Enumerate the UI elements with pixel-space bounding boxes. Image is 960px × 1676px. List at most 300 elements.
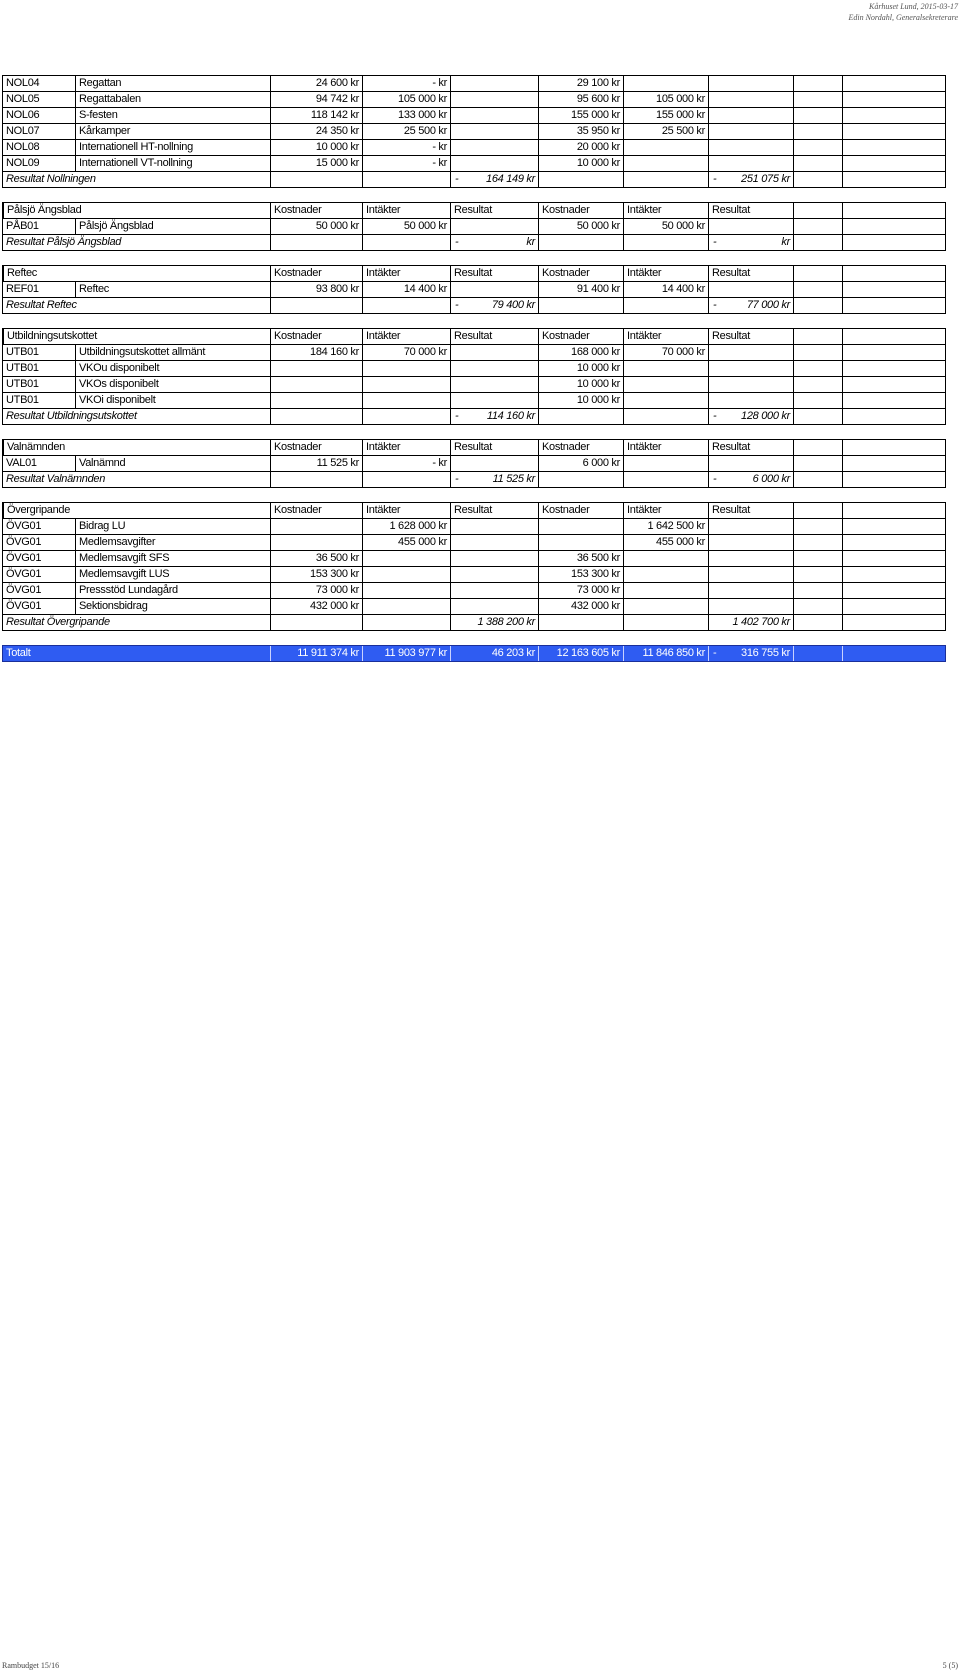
amount-cell: 93 800 kr xyxy=(270,282,362,297)
amount-cell: 24 350 kr xyxy=(270,124,362,139)
blank-cell xyxy=(842,519,947,534)
amount-cell xyxy=(708,92,793,107)
amount-cell: 20 000 kr xyxy=(538,140,623,155)
blank-cell xyxy=(793,456,842,471)
amount-cell: 95 600 kr xyxy=(538,92,623,107)
amount-cell: 14 400 kr xyxy=(623,282,708,297)
amount-cell xyxy=(708,393,793,408)
total-value: - 316 755 kr xyxy=(708,646,793,661)
account-code: NOL07 xyxy=(6,125,40,137)
table-row xyxy=(2,140,946,156)
table-row xyxy=(2,108,946,124)
result-label: Resultat Reftec xyxy=(6,299,77,311)
amount-cell xyxy=(450,377,538,392)
amount-cell xyxy=(450,567,538,582)
account-code: ÖVG01 xyxy=(6,584,42,596)
column-header: Kostnader xyxy=(538,440,623,455)
amount-cell xyxy=(538,535,623,550)
account-code: ÖVG01 xyxy=(6,552,42,564)
amount-cell: 184 160 kr xyxy=(270,345,362,360)
account-code: ÖVG01 xyxy=(6,520,42,532)
blank-cell xyxy=(842,140,947,155)
account-name: Internationell VT-nollning xyxy=(75,156,270,171)
blank-cell xyxy=(793,124,842,139)
column-header: Kostnader xyxy=(270,329,362,344)
blank-cell xyxy=(270,472,362,487)
blank-cell xyxy=(793,472,842,487)
column-header: Kostnader xyxy=(538,329,623,344)
total-value xyxy=(538,646,623,661)
amount-cell: 432 000 kr xyxy=(538,599,623,614)
amount-cell: 10 000 kr xyxy=(538,377,623,392)
amount-cell: 94 742 kr xyxy=(270,92,362,107)
amount-cell xyxy=(450,393,538,408)
amount-cell: 25 500 kr xyxy=(623,124,708,139)
blank-cell xyxy=(793,377,842,392)
table-row xyxy=(2,599,946,615)
blank-cell xyxy=(793,266,842,281)
blank-cell xyxy=(842,646,947,661)
total-value xyxy=(450,646,538,661)
column-header: Kostnader xyxy=(538,503,623,518)
result-label: Resultat Övergripande xyxy=(6,616,110,628)
footer-title: Rambudget 15/16 xyxy=(2,1661,60,1670)
result-value-2: - kr xyxy=(708,235,793,250)
amount-cell: 105 000 kr xyxy=(623,92,708,107)
blank-cell xyxy=(842,503,947,518)
blank-cell xyxy=(793,203,842,218)
amount-cell xyxy=(362,393,450,408)
blank-cell xyxy=(538,172,623,187)
amount-cell: 10 000 kr xyxy=(270,140,362,155)
amount-cell xyxy=(450,76,538,91)
amount-cell: 455 000 kr xyxy=(623,535,708,550)
account-code: NOL08 xyxy=(6,141,40,153)
amount-cell xyxy=(623,551,708,566)
section-title: Pålsjö Ängsblad xyxy=(3,203,270,218)
account-code: PÅB01 xyxy=(6,220,39,232)
result-value-1: - 11 525 kr xyxy=(450,472,538,487)
blank-cell xyxy=(842,235,947,250)
amount-cell: 91 400 kr xyxy=(538,282,623,297)
result-row xyxy=(2,235,946,251)
amount-cell: 118 142 kr xyxy=(270,108,362,123)
cell-value: 128 000 kr xyxy=(741,410,790,422)
section-title: Övergripande xyxy=(3,503,270,518)
column-header: Resultat xyxy=(708,266,793,281)
blank-cell xyxy=(362,172,450,187)
blank-cell xyxy=(842,156,947,171)
table-row xyxy=(2,393,946,409)
account-name: VKOs disponibelt xyxy=(75,377,270,392)
blank-cell xyxy=(362,235,450,250)
section-header-row xyxy=(2,439,946,456)
blank-cell xyxy=(842,361,947,376)
cell-value: kr xyxy=(781,236,790,248)
column-header: Resultat xyxy=(708,329,793,344)
amount-cell: 10 000 kr xyxy=(538,361,623,376)
amount-cell xyxy=(450,456,538,471)
cell-value: kr xyxy=(526,236,535,248)
amount-cell: 105 000 kr xyxy=(362,92,450,107)
account-name: Regattan xyxy=(75,76,270,91)
amount-cell xyxy=(708,76,793,91)
blank-cell xyxy=(270,235,362,250)
blank-cell xyxy=(538,472,623,487)
account-name: Medlemsavgift SFS xyxy=(75,551,270,566)
account-code: VAL01 xyxy=(6,457,37,469)
column-header: Resultat xyxy=(450,503,538,518)
amount-cell xyxy=(708,583,793,598)
blank-cell xyxy=(793,345,842,360)
account-code: UTB01 xyxy=(6,394,39,406)
amount-cell: 70 000 kr xyxy=(362,345,450,360)
blank-cell xyxy=(842,76,947,91)
amount-cell xyxy=(450,156,538,171)
blank-cell xyxy=(538,615,623,630)
amount-cell xyxy=(362,599,450,614)
blank-cell xyxy=(362,298,450,313)
amount-cell: - kr xyxy=(362,140,450,155)
cell-value: 316 755 kr xyxy=(741,647,790,659)
amount-cell: - kr xyxy=(362,456,450,471)
column-header: Kostnader xyxy=(270,203,362,218)
blank-cell xyxy=(793,551,842,566)
amount-cell xyxy=(708,599,793,614)
result-value-1 xyxy=(450,615,538,630)
amount-cell: 73 000 kr xyxy=(538,583,623,598)
header-line-1: Kårhuset Lund, 2015-03-17 xyxy=(869,2,958,11)
column-header: Intäkter xyxy=(362,203,450,218)
blank-cell xyxy=(270,615,362,630)
account-code: ÖVG01 xyxy=(6,536,42,548)
amount-cell: 10 000 kr xyxy=(538,156,623,171)
table-row xyxy=(2,583,946,599)
blank-cell xyxy=(793,440,842,455)
account-code: REF01 xyxy=(6,283,39,295)
amount-cell xyxy=(362,583,450,598)
amount-cell xyxy=(708,219,793,234)
column-header: Resultat xyxy=(708,440,793,455)
total-value xyxy=(270,646,362,661)
amount-cell: 153 300 kr xyxy=(538,567,623,582)
column-header: Kostnader xyxy=(270,266,362,281)
blank-cell xyxy=(538,298,623,313)
blank-cell xyxy=(623,409,708,424)
amount-cell: 15 000 kr xyxy=(270,156,362,171)
blank-cell xyxy=(793,282,842,297)
blank-cell xyxy=(842,203,947,218)
cell-value: 1 402 700 kr xyxy=(732,616,790,628)
account-name: Pressstöd Lundagård xyxy=(75,583,270,598)
table-row xyxy=(2,156,946,172)
blank-cell xyxy=(362,472,450,487)
column-header: Kostnader xyxy=(538,203,623,218)
amount-cell: 70 000 kr xyxy=(623,345,708,360)
blank-cell xyxy=(362,615,450,630)
account-name: VKOi disponibelt xyxy=(75,393,270,408)
amount-cell: 35 950 kr xyxy=(538,124,623,139)
amount-cell: 11 525 kr xyxy=(270,456,362,471)
blank-cell xyxy=(623,615,708,630)
section-title: Reftec xyxy=(3,266,270,281)
amount-cell xyxy=(708,124,793,139)
blank-cell xyxy=(270,172,362,187)
amount-cell xyxy=(708,551,793,566)
cell-value: 11 911 374 kr xyxy=(297,647,359,659)
account-name: Sektionsbidrag xyxy=(75,599,270,614)
blank-cell xyxy=(842,92,947,107)
amount-cell xyxy=(362,377,450,392)
column-header: Intäkter xyxy=(362,329,450,344)
blank-cell xyxy=(842,535,947,550)
blank-cell xyxy=(793,76,842,91)
column-header: Intäkter xyxy=(623,329,708,344)
blank-cell xyxy=(362,409,450,424)
cell-value: 164 149 kr xyxy=(486,173,535,185)
result-value-2: - 6 000 kr xyxy=(708,472,793,487)
blank-cell xyxy=(842,551,947,566)
column-header: Kostnader xyxy=(270,440,362,455)
blank-cell xyxy=(793,646,842,661)
cell-value: 46 203 kr xyxy=(491,647,535,659)
cell-value: 1 388 200 kr xyxy=(477,616,535,628)
amount-cell: 73 000 kr xyxy=(270,583,362,598)
column-header: Intäkter xyxy=(623,203,708,218)
cell-value: 114 160 kr xyxy=(486,410,535,422)
budget-table xyxy=(2,75,946,662)
blank-cell xyxy=(793,219,842,234)
amount-cell xyxy=(623,76,708,91)
column-header: Resultat xyxy=(708,503,793,518)
amount-cell xyxy=(450,282,538,297)
amount-cell: 155 000 kr xyxy=(538,108,623,123)
amount-cell xyxy=(450,535,538,550)
amount-cell: 432 000 kr xyxy=(270,599,362,614)
column-header: Resultat xyxy=(708,203,793,218)
column-header: Intäkter xyxy=(362,503,450,518)
table-row xyxy=(2,282,946,298)
account-code: UTB01 xyxy=(6,346,39,358)
column-header: Intäkter xyxy=(623,440,708,455)
cell-value: 6 000 kr xyxy=(752,473,790,485)
table-row xyxy=(2,124,946,140)
footer-page-number: 5 (5) xyxy=(942,1661,958,1670)
result-value-2: - 251 075 kr xyxy=(708,172,793,187)
blank-cell xyxy=(842,456,947,471)
result-label: Resultat Nollningen xyxy=(6,173,96,185)
table-row xyxy=(2,535,946,551)
blank-cell xyxy=(793,583,842,598)
blank-cell xyxy=(270,298,362,313)
amount-cell: 10 000 kr xyxy=(538,393,623,408)
account-name: Bidrag LU xyxy=(75,519,270,534)
amount-cell xyxy=(450,583,538,598)
account-name: S-festen xyxy=(75,108,270,123)
amount-cell: 29 100 kr xyxy=(538,76,623,91)
amount-cell: - kr xyxy=(362,156,450,171)
amount-cell xyxy=(708,156,793,171)
result-value-2: - 77 000 kr xyxy=(708,298,793,313)
table-row xyxy=(2,551,946,567)
blank-cell xyxy=(793,92,842,107)
blank-cell xyxy=(842,377,947,392)
total-value xyxy=(362,646,450,661)
amount-cell xyxy=(450,519,538,534)
account-name: Valnämnd xyxy=(75,456,270,471)
result-row xyxy=(2,409,946,425)
result-row xyxy=(2,298,946,314)
blank-cell xyxy=(793,567,842,582)
blank-cell xyxy=(793,298,842,313)
amount-cell xyxy=(538,519,623,534)
blank-cell xyxy=(842,108,947,123)
amount-cell: 168 000 kr xyxy=(538,345,623,360)
table-row xyxy=(2,92,946,108)
section-header-row xyxy=(2,202,946,219)
amount-cell xyxy=(708,282,793,297)
amount-cell xyxy=(270,361,362,376)
table-row xyxy=(2,361,946,377)
amount-cell xyxy=(708,535,793,550)
cell-value: 12 163 605 kr xyxy=(556,647,620,659)
amount-cell xyxy=(708,345,793,360)
account-code: NOL05 xyxy=(6,93,40,105)
blank-cell xyxy=(842,440,947,455)
amount-cell xyxy=(450,551,538,566)
blank-cell xyxy=(793,108,842,123)
cell-value: 251 075 kr xyxy=(741,173,790,185)
section-title: Valnämnden xyxy=(3,440,270,455)
amount-cell: 50 000 kr xyxy=(362,219,450,234)
account-code: ÖVG01 xyxy=(6,600,42,612)
blank-cell xyxy=(793,503,842,518)
page-header xyxy=(848,1,958,23)
account-code: UTB01 xyxy=(6,378,39,390)
amount-cell xyxy=(362,361,450,376)
amount-cell: 36 500 kr xyxy=(270,551,362,566)
amount-cell xyxy=(450,92,538,107)
amount-cell xyxy=(708,361,793,376)
blank-cell xyxy=(842,172,947,187)
amount-cell xyxy=(270,535,362,550)
amount-cell xyxy=(623,361,708,376)
section-header-row xyxy=(2,502,946,519)
account-name: Pålsjö Ängsblad xyxy=(75,219,270,234)
amount-cell xyxy=(623,567,708,582)
table-row xyxy=(2,345,946,361)
amount-cell: 25 500 kr xyxy=(362,124,450,139)
blank-cell xyxy=(842,583,947,598)
column-header: Resultat xyxy=(450,440,538,455)
account-code: NOL09 xyxy=(6,157,40,169)
amount-cell: 6 000 kr xyxy=(538,456,623,471)
blank-cell xyxy=(793,599,842,614)
account-name: Utbildningsutskottet allmänt xyxy=(75,345,270,360)
amount-cell xyxy=(270,519,362,534)
account-name: Medlemsavgift LUS xyxy=(75,567,270,582)
amount-cell xyxy=(623,377,708,392)
column-header: Intäkter xyxy=(362,266,450,281)
blank-cell xyxy=(538,409,623,424)
blank-cell xyxy=(793,519,842,534)
result-label: Resultat Valnämnden xyxy=(6,473,106,485)
cell-value: 11 846 850 kr xyxy=(642,647,705,659)
table-row xyxy=(2,567,946,583)
amount-cell: 24 600 kr xyxy=(270,76,362,91)
blank-cell xyxy=(538,235,623,250)
blank-cell xyxy=(842,472,947,487)
amount-cell xyxy=(270,377,362,392)
table-row xyxy=(2,219,946,235)
blank-cell xyxy=(842,124,947,139)
section-header-row xyxy=(2,328,946,345)
amount-cell: 50 000 kr xyxy=(270,219,362,234)
blank-cell xyxy=(623,298,708,313)
account-code: UTB01 xyxy=(6,362,39,374)
column-header: Kostnader xyxy=(538,266,623,281)
amount-cell: 36 500 kr xyxy=(538,551,623,566)
cell-value: 79 400 kr xyxy=(491,299,535,311)
amount-cell xyxy=(450,361,538,376)
blank-cell xyxy=(793,172,842,187)
result-value-1: - 114 160 kr xyxy=(450,409,538,424)
blank-cell xyxy=(842,282,947,297)
blank-cell xyxy=(842,329,947,344)
result-value-1: - 164 149 kr xyxy=(450,172,538,187)
blank-cell xyxy=(842,615,947,630)
blank-cell xyxy=(793,393,842,408)
column-header: Resultat xyxy=(450,329,538,344)
blank-cell xyxy=(842,599,947,614)
result-label: Resultat Pålsjö Ängsblad xyxy=(6,236,122,248)
total-label: Totalt xyxy=(6,647,31,659)
blank-cell xyxy=(842,266,947,281)
amount-cell xyxy=(450,599,538,614)
result-row xyxy=(2,472,946,488)
table-row xyxy=(2,456,946,472)
blank-cell xyxy=(793,140,842,155)
column-header: Resultat xyxy=(450,203,538,218)
section-title: Utbildningsutskottet xyxy=(3,329,270,344)
blank-cell xyxy=(623,235,708,250)
blank-cell xyxy=(793,329,842,344)
blank-cell xyxy=(793,615,842,630)
result-value-2 xyxy=(708,615,793,630)
amount-cell xyxy=(450,108,538,123)
account-code: ÖVG01 xyxy=(6,568,42,580)
cell-value: 11 525 kr xyxy=(492,473,535,485)
result-row xyxy=(2,172,946,188)
result-row xyxy=(2,615,946,631)
amount-cell xyxy=(362,551,450,566)
amount-cell xyxy=(708,519,793,534)
table-row xyxy=(2,377,946,393)
table-row xyxy=(2,519,946,535)
blank-cell xyxy=(842,567,947,582)
account-name: Reftec xyxy=(75,282,270,297)
result-value-1: - 79 400 kr xyxy=(450,298,538,313)
amount-cell xyxy=(623,456,708,471)
column-header: Resultat xyxy=(450,266,538,281)
total-row xyxy=(2,645,946,662)
amount-cell xyxy=(708,456,793,471)
blank-cell xyxy=(623,172,708,187)
amount-cell xyxy=(623,393,708,408)
blank-cell xyxy=(793,156,842,171)
amount-cell xyxy=(623,156,708,171)
amount-cell: 14 400 kr xyxy=(362,282,450,297)
